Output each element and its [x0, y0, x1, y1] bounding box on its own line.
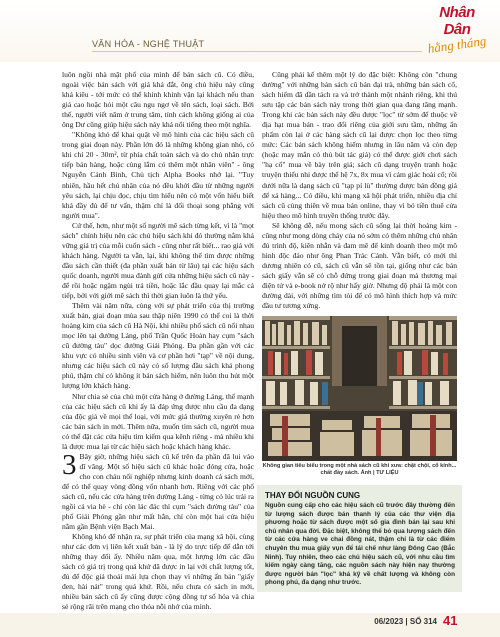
paragraph: Sẽ không dễ, nếu mong sách cũ sống lại thời hoàng kim - cũng như mong dòng chảy của nó sớm có thêm những chủ nhân đủ trình độ, kiên nhẫn và đam mê để kinh doanh theo một mô hình độc đáo như ông Phan Trác Cảnh. Vẫn biết, có mới thì dương nhiên có cũ, sách cũ vẫn sẽ tồn tại, giống như các bản sách giấy vẫn sẽ có chỗ đứng trong giai đoạn mà thương mại điện tử và e-book nở rộ như hấy giờ. Nhưng độ phải là một con đường dài, với những tìm tòi để có mô hình thích hợp và mức đầu tư tương xứng.	[262, 220, 457, 311]
paragraph-dropcap	[62, 448, 254, 532]
paragraph: Thêm vài năm nữa, cùng với sự phát triển của thị trường xuất bản, giai đoạn mùa sau thập niên 1990 có thể coi là thời hoàng kim của sách cũ Hà Nội, khi nhiều phố sách cũ nổi nhau mọc lên tại đường Láng, phố Trần Quốc Hoàn hay cụm "sách cũ đường tàu" dọc đường Giải Phóng. Đa phần gần với các khu vực có nhiều sinh viên và cơ phần hơi "tạp" về nội dung, nhưng các hiệu sách cũ này có số lượng đầu sách khá phong phú, thậm chí có không ít bản sách hiếm, nên luôn thu hút một lượng lớn khách hàng.	[62, 301, 254, 391]
paragraph: Không khó để nhận ra, sự phát triển của mạng xã hội, cùng như các đơn vị liên kết xuất bản - là lý do trực tiếp để dẫn tới những thay đổi ấy. Nhiều năm qua, một lượng lớn các đầu sách có giá trị trong quá khứ đã được in lại với chất lượng tốt, đủ để độc giả thoải mái lựa chọn thay vì những ấn bản "giấy đen, hài nát" trong quá khứ. Rồi, nếu chưa có sách in mới, nhiều bản sách cũ ấy cũng được cộng đồng tự số hóa và chia sẻ rộng rãi trên mạng cho thỏa nỗi nhớ của mình.	[62, 532, 254, 612]
sidebar-box	[257, 485, 462, 592]
issue-info: 06/2023 | SỐ 314	[374, 617, 437, 626]
photo-caption: Không gian tiêu biểu trong một nhà sách cũ khi xưa: chật chội, cổ kính... chất đầy sách. Ảnh | TƯ LIỆU	[262, 463, 457, 476]
page-header	[0, 0, 500, 62]
paragraph: luôn ngồi nhà mặt phố của mình để bán sách cũ. Có điều, ngoài việc bán sách với giá khá đắt, ông chủ hiệu này cũng khá kiêu - tới mức có thể khinh khỉnh vặn lại khách nếu than giá cao hoặc hỏi một câu ngu ngơ về tên sách, loại sách. Bởi thế, người viết năm ở trung tâm, tính cách không giống ai của ông Dư cũng giúp hiệu sách này khá nổi tiếng theo một nghĩa.	[62, 70, 254, 130]
paragraph: Cứ thế, hơn, như một số người mê sách từng kết, vì là "mọt sách" chính hiệu nên các chủ hiệu sách khi đó thường nắm khá vững giá trị của mỗi cuốn sách - cũng như rất biết... rao giá với khách hàng. Người ta vẫn, lại, khi không thể tìm được những đầu sách cần thiết (đa phần xuất bản từ lâu) tại các hiệu sách quốc doanh, người mua đành gửi cửa những hiệu sách cũ này - để rồi hoặc ngậm ngùi trả tiền, hoặc lắc đầu quay lại mắc cả tiếp, bởi với giới mê sách thì thời gian luôn là thứ yếu.	[62, 220, 254, 301]
sidebar-text: Nguồn cung cấp cho các hiệu sách cũ trước đây thường đến từ lượng sách được bán thanh lý của các thư viện địa phương hoặc từ sách được một số gia đình bán lại sau khi chủ nhân qua đời. Đặc biệt, không thể bỏ qua lượng sách đến từ các cửa hàng ve chai đồng nát, thậm chí là từ các điểm chuyên thu mua giấy vụn để tái chế như làng Đông Cao (Bắc Ninh). Tuy nhiên, theo các chủ hiệu sách cũ, với nhu cầu tìm kiếm ngày càng tăng, các nguồn sách này hiện nay thường được người bán "lọc" khá kỹ về chất lượng và không còn phong phú, đa dạng như trước.	[265, 502, 455, 587]
left-column	[62, 70, 254, 613]
page-number: 41	[443, 613, 458, 628]
logo-line-2: hằng tháng	[426, 32, 488, 57]
magazine-logo	[425, 4, 489, 57]
dropcap: 3	[62, 448, 77, 481]
paragraph: Như chia sẻ của chủ một cửa hàng ở đường Láng, thế mạnh của các hiệu sách cũ khi ấy là đáp ứng được nhu cầu đa dạng của độc giả về mọi thể loại, với mức giá thường xuyên rẻ hơn các bản sách in mới. Thêm nữa, muốn tìm sách cũ, người mua có thể đặt các cửa hiệu tìm kiếm qua kênh riêng - mà nhiều khi là được mua lại từ các hiệu sách hoặc khách hàng khác.	[62, 391, 254, 451]
section-rule	[92, 51, 422, 52]
bookshelves-image	[262, 316, 457, 461]
section-label: VĂN HÓA - NGHỆ THUẬT	[92, 39, 205, 49]
paragraph: Cũng phải kể thêm một lý do đặc biệt: Không còn "chung đường" với những bản sách cũ bán đại trà, những bản sách cổ, sách hiếm đã dần tách ra và trở thành một nhánh riêng, khi thú sưu tập các bản sách này trong thời gian qua đang tăng mạnh. Trong khi các bản sách này đều được "lọc" từ sớm để thuộc về địa hạt mua bán - trao đổi riêng của giới sưu tầm, những ấn phẩm còn lại ở các hàng sách cũ lại được chọn lọc theo từng mức: Các bản sách không hiếm nhưng in lâu năm và còn đẹp (hoặc may mắn có thủ bút tác giả) có thể được giới chơi sách "hạ cố" mua về bày trên giá; sách cũ dạng truyện tranh hoặc truyện thiếu nhi được thể hệ 7x, 8x mua vì cảm giác hoài cổ; rồi dưới nữa là dạng sách cũ "tạp pí lù" thường được bán đồng giá để xả hàng... Có điều, khi mạng xã hội phát triển, nhiều địa chỉ sách cũ cùng thiên về mua bán online, thay vì bó tiền thuê cửa hiệu theo mô hình truyền thống trước đây.	[262, 70, 457, 220]
paragraph-text: Bây giờ, những hiệu sách cũ kể trên đa phần đã lui vào dĩ vãng. Một số hiệu sách cũ khác hoặc đóng cửa, hoặc cho con cháu nối nghiệp nhưng kinh doanh cả sách mới, để có thể quay vòng đồng vốn nhanh hơn. Riêng với các phố sách cũ, nếu các cửa hàng trên đường Láng - từng có lúc trải ra ngồi cả via hè - chỉ còn lác đác thì cụm "sách đường tàu" của phố Giải Phóng gần như mất hẳn, chỉ còn một hai cửa hiệu nằm gần Bệnh viện Bạch Mai.	[62, 451, 254, 532]
sidebar-title: THAY ĐỔI NGUỒN CUNG	[265, 491, 361, 500]
bookstore-photo	[262, 316, 457, 461]
right-column	[262, 70, 457, 311]
logo-line-1: Nhân Dân	[439, 4, 475, 38]
paragraph: "Không khó để khai quật về mô hình của các hiệu sách cũ trong giai đoạn này. Phần lớn đó là những không gian nhỏ, có khi chỉ 20 - 30m², từ phía chất toàn sách và do chủ nhân trực tiếp bán hàng, hoặc cùng lắm có thêm một nhân viên" - ông Nguyễn Cảnh Bình, Chủ tịch Alpha Books nhớ lại. "Tuy nhiên, hầu hết chủ nhân của nó đều khởi đầu từ những người yêu sách, lại chịu đọc, chịu tìm hiểu nên có một vốn hiểu biết khá đầy đủ để tư vấn, thậm chí là đối thoại song phẳng với người mua".	[62, 130, 254, 220]
